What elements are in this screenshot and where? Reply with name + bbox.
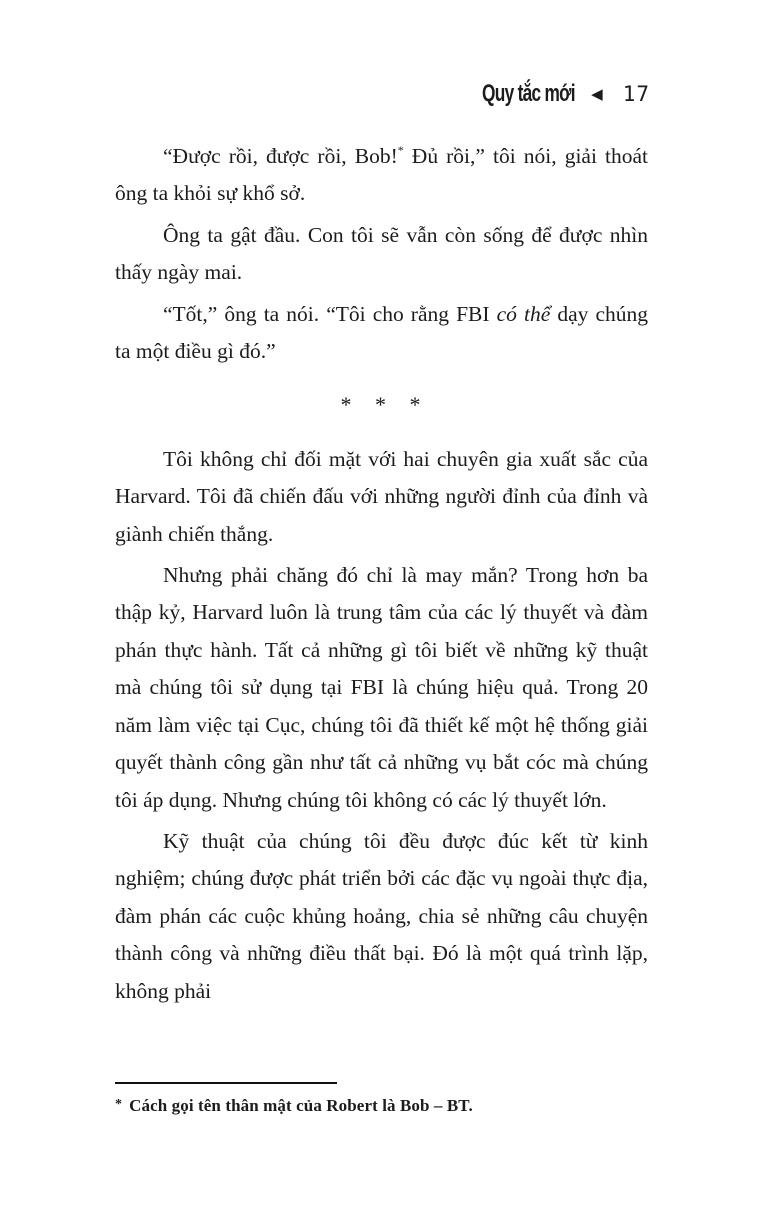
section-break-asterisks: * * * [340, 392, 423, 418]
footnote-block [115, 1082, 648, 1117]
paragraph-5: Nhưng phải chăng đó chỉ là may mắn? Trong hơn ba thập kỷ, Harvard luôn là trung tâm của các lý thuyết và đàm phán thực hành. Tất cả những gì tôi biết về những kỹ thuật mà chúng tôi sử dụng tại FBI là chúng hiệu quả. Trong 20 năm làm việc tại Cục, chúng tôi đã thiết kế một hệ thống giải quyết thành công gần như tất cả những vụ bắt cóc mà chúng tôi áp dụng. Nhưng chúng tôi không có các lý thuyết lớn. [115, 563, 648, 812]
paragraph-6: Kỹ thuật của chúng tôi đều được đúc kết từ kinh nghiệm; chúng được phát triển bởi các đặc vụ ngoài thực địa, đàm phán các cuộc khủng hoảng, chia sẻ những câu chuyện thành công và những điều thất bại. Đó là một quá trình lặp, không phải [115, 828, 648, 1003]
footnote-marker: * [115, 1097, 123, 1112]
paragraph-4: Tôi không chỉ đối mặt với hai chuyên gia xuất sắc của Harvard. Tôi đã chiến đấu với những người đỉnh của đỉnh và giành chiến thắng. [115, 446, 648, 546]
page-number: 17 [622, 82, 650, 106]
paragraph-text: dạy chúng ta một điều gì đó.” [115, 301, 648, 364]
paragraph-2: Ông ta gật đầu. Con tôi sẽ vẫn còn sống để được nhìn thấy ngày mai. [115, 222, 648, 285]
footnote-divider [115, 1082, 337, 1084]
chapter-title: Quy tắc mới [482, 80, 576, 107]
footnote-content: Cách gọi tên thân mật của Robert là Bob – BT. [129, 1096, 473, 1115]
page-body [115, 138, 648, 1014]
italic-phrase: có thể [496, 301, 551, 326]
footnote-reference-marker: * [397, 143, 404, 157]
paragraph-text: “Được rồi, được rồi, Bob! [163, 144, 398, 168]
left-triangle-icon: ◀ [591, 85, 603, 103]
paragraph-dialogue-1 [115, 138, 648, 213]
running-head [446, 80, 650, 108]
paragraph-text: “Tốt,” ông ta nói. “Tôi cho rằng FBI [163, 301, 497, 326]
paragraph-text: Đủ rồi,” tôi nói, giải thoát ông ta khỏi sự khổ sở. [115, 144, 648, 206]
paragraph-dialogue-3 [115, 296, 648, 371]
footnote-text [115, 1093, 648, 1117]
